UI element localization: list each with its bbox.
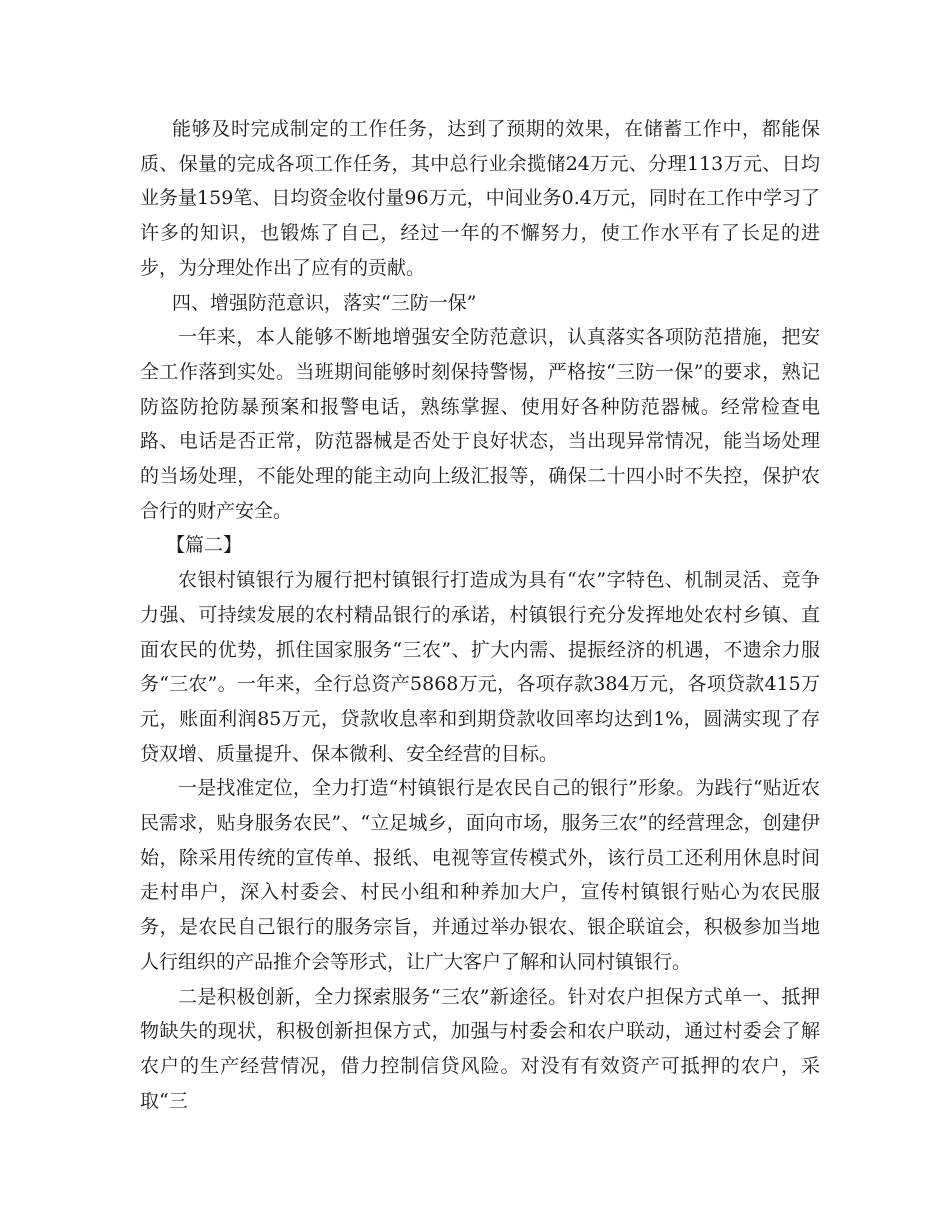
document-body (140, 112, 820, 1118)
section-heading: 四、增强防范意识，落实“三防一保” (172, 291, 477, 314)
paragraph-overview: 农银村镇银行为履行把村镇银行打造成为具有“农”字特色、机制灵活、竞争力强、可持续发展的农村精品银行的承诺，村镇银行充分发挥地处农村乡镇、直面农民的优势，抓住国家服务“三农”、扩大内需、提振经济的机遇，不遗余力服务“三农”。一年来，全行总资产5868万元，各项存款384万元，各项贷款415万元，账面利润85万元，贷款收息率和到期贷款收回率均达到1%，圆满实现了存贷双增、质量提升、保本微利、安全经营的目标。 (140, 569, 820, 765)
paragraph-security: 一年来，本人能够不断地增强安全防范意识，认真落实各项防范措施，把安全工作落到实处。当班期间能够时刻保持警惕，严格按“三防一保”的要求，熟记防盗防抢防暴预案和报警电话，熟练掌握、使用好各种防范器械。经常检查电路、电话是否正常，防范器械是否处于良好状态，当出现异常情况，能当场处理的当场处理，不能处理的能主动向上级汇报等，确保二十四小时不失控，保护农合行的财产安全。 (140, 326, 820, 522)
paragraph-continuation: 能够及时完成制定的工作任务，达到了预期的效果，在储蓄工作中，都能保质、保量的完成各项工作任务，其中总行业余揽储24万元、分理113万元、日均业务量159笔、日均资金收付量96万元，中间业务0.4万元，同时在工作中学习了许多的知识，也锻炼了自己，经过一年的不懈努力，使工作水平有了长足的进步，为分理处作出了应有的贡献。 (140, 118, 820, 279)
section-marker: 【篇二】 (166, 534, 243, 557)
paragraph-innovation: 二是积极创新，全力探索服务“三农”新途径。针对农户担保方式单一、抵押物缺失的现状，积极创新担保方式，加强与村委会和农户联动，通过村委会了解农户的生产经营情况，借力控制信贷风险。对没有有效资产可抵押的农户，采取“三 (140, 985, 820, 1112)
paragraph-positioning: 一是找准定位，全力打造“村镇银行是农民自己的银行”形象。为践行“贴近农民需求，贴身服务农民”、“立足城乡，面向市场，服务三农”的经营理念，创建伊始，除采用传统的宣传单、报纸、电视等宣传模式外，该行员工还利用休息时间走村串户，深入村委会、村民小组和种养加大户，宣传村镇银行贴心为农民服务，是农民自己银行的服务宗旨，并通过举办银农、银企联谊会，积极参加当地人行组织的产品推介会等形式，让广大客户了解和认同村镇银行。 (140, 777, 820, 973)
